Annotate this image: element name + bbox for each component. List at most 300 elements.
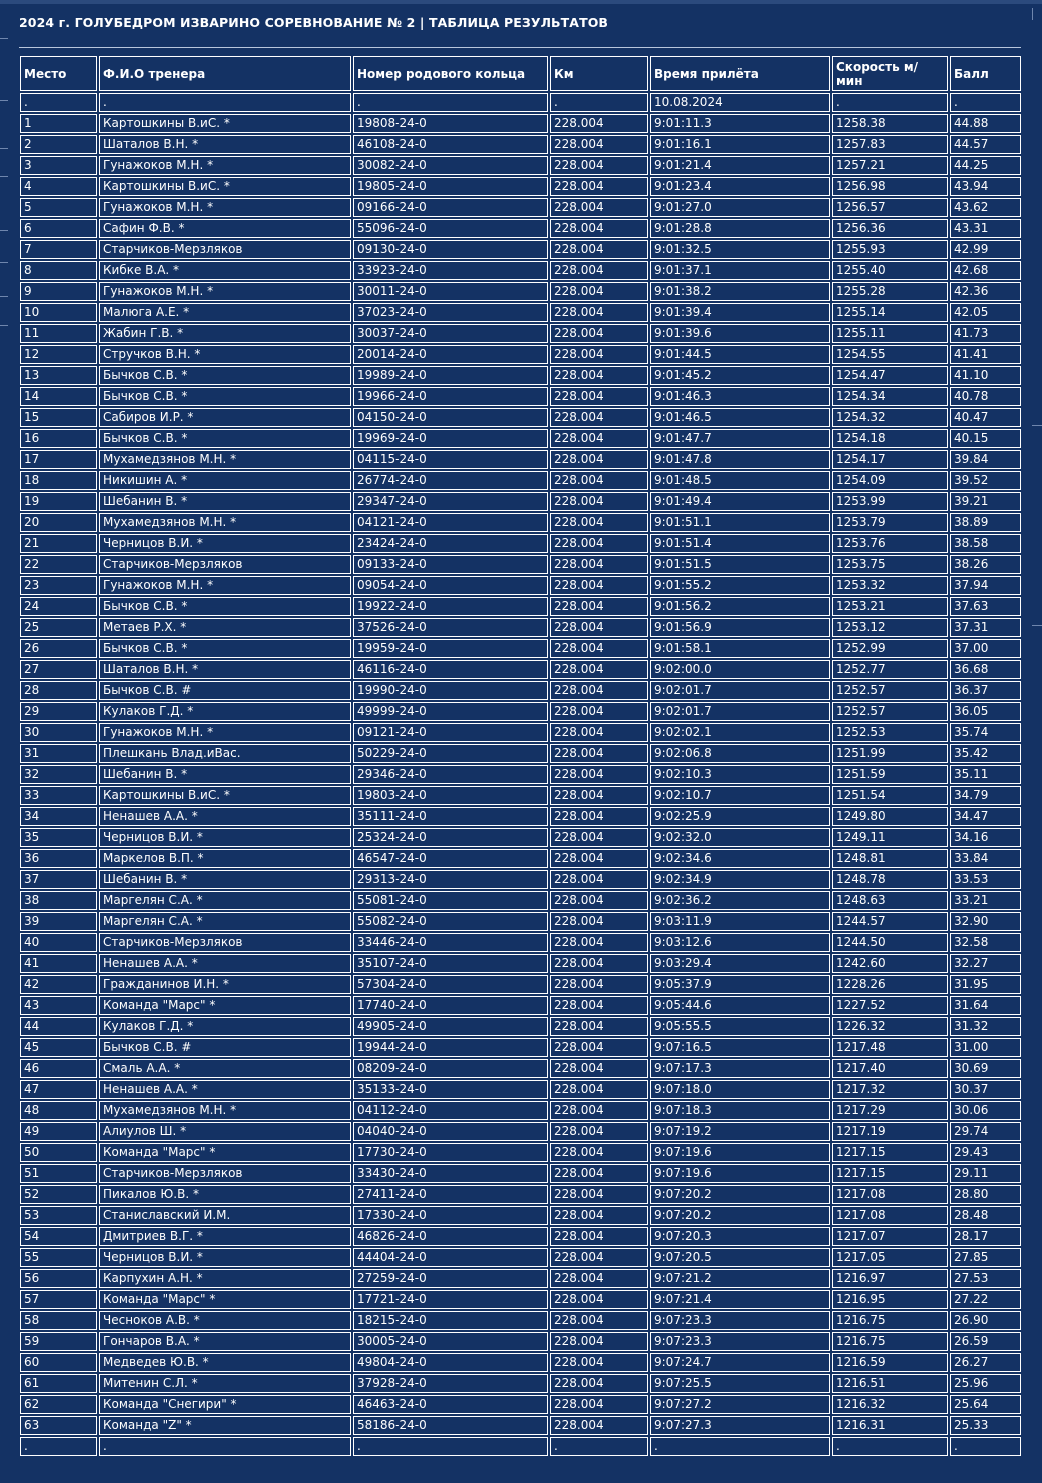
cell-trainer: Ненашев А.А. * xyxy=(99,807,351,826)
cell-ring: 17721-24-0 xyxy=(353,1290,548,1309)
cell-score: 44.88 xyxy=(950,114,1021,133)
cell-km: 228.004 xyxy=(550,366,648,385)
cell-place: 6 xyxy=(20,219,97,238)
cell-place: 41 xyxy=(20,954,97,973)
cell-ring: 19922-24-0 xyxy=(353,597,548,616)
cell-ring: 46463-24-0 xyxy=(353,1395,548,1414)
table-row xyxy=(20,660,1021,679)
cell-km: 228.004 xyxy=(550,1269,648,1288)
cell-ring: 09166-24-0 xyxy=(353,198,548,217)
cell-km: 228.004 xyxy=(550,1227,648,1246)
cell-trainer: Команда "Марс" * xyxy=(99,1290,351,1309)
cell-arrival: 9:02:02.1 xyxy=(650,723,830,742)
table-row xyxy=(20,1353,1021,1372)
table-row xyxy=(20,1143,1021,1162)
cell-score: 43.31 xyxy=(950,219,1021,238)
cell-place: 43 xyxy=(20,996,97,1015)
cell-ring: 37928-24-0 xyxy=(353,1374,548,1393)
cell-ring: 19989-24-0 xyxy=(353,366,548,385)
cell-km: 228.004 xyxy=(550,135,648,154)
cell-ring: 49905-24-0 xyxy=(353,1017,548,1036)
cell-score: 27.22 xyxy=(950,1290,1021,1309)
cell-km: 228.004 xyxy=(550,1353,648,1372)
cell-ring: 04115-24-0 xyxy=(353,450,548,469)
table-row xyxy=(20,177,1021,196)
filler-row xyxy=(20,1437,1021,1456)
cell-km: 228.004 xyxy=(550,849,648,868)
cell-km: 228.004 xyxy=(550,786,648,805)
cell-speed: 1257.21 xyxy=(832,156,948,175)
cell-arrival: 9:07:17.3 xyxy=(650,1059,830,1078)
cell-score: 25.33 xyxy=(950,1416,1021,1435)
cell-speed: 1217.15 xyxy=(832,1164,948,1183)
cell-place: 46 xyxy=(20,1059,97,1078)
cell-score: 31.32 xyxy=(950,1017,1021,1036)
cell-speed: 1255.14 xyxy=(832,303,948,322)
cell-ring: 26774-24-0 xyxy=(353,471,548,490)
table-row xyxy=(20,1185,1021,1204)
cell-trainer: Шаталов В.Н. * xyxy=(99,660,351,679)
cell-score: 42.36 xyxy=(950,282,1021,301)
cell-arrival: 9:01:55.2 xyxy=(650,576,830,595)
cell-arrival: 9:01:56.9 xyxy=(650,618,830,637)
cell-place: 25 xyxy=(20,618,97,637)
cell-arrival: 9:07:19.6 xyxy=(650,1143,830,1162)
table-row xyxy=(20,1227,1021,1246)
cell-trainer: Гунажоков М.Н. * xyxy=(99,723,351,742)
cell-speed: 1253.12 xyxy=(832,618,948,637)
cell-trainer: Кулаков Г.Д. * xyxy=(99,1017,351,1036)
cell-trainer: Ненашев А.А. * xyxy=(99,1080,351,1099)
cell-score: 34.79 xyxy=(950,786,1021,805)
cell-arrival: 9:07:16.5 xyxy=(650,1038,830,1057)
cell-speed: 1216.95 xyxy=(832,1290,948,1309)
cell-km: 228.004 xyxy=(550,996,648,1015)
cell-km: 228.004 xyxy=(550,1059,648,1078)
cell-place: 31 xyxy=(20,744,97,763)
table-row xyxy=(20,471,1021,490)
cell-km: 228.004 xyxy=(550,513,648,532)
table-row xyxy=(20,1374,1021,1393)
cell-km: 228.004 xyxy=(550,576,648,595)
cell-place: 17 xyxy=(20,450,97,469)
cell-score: 38.26 xyxy=(950,555,1021,574)
cell-trainer: Дмитриев В.Г. * xyxy=(99,1227,351,1246)
cell-speed: 1217.08 xyxy=(832,1185,948,1204)
cell-trainer: Гончаров В.А. * xyxy=(99,1332,351,1351)
cell-place: 13 xyxy=(20,366,97,385)
cell-speed: 1254.47 xyxy=(832,366,948,385)
cell-place: 24 xyxy=(20,597,97,616)
cell-trainer: Старчиков-Мерзляков xyxy=(99,1164,351,1183)
table-cell: . xyxy=(353,1437,548,1456)
cell-place: 36 xyxy=(20,849,97,868)
cell-trainer: Маргелян С.А. * xyxy=(99,891,351,910)
cell-ring: 35133-24-0 xyxy=(353,1080,548,1099)
cell-arrival: 9:07:27.3 xyxy=(650,1416,830,1435)
cell-place: 33 xyxy=(20,786,97,805)
table-row xyxy=(20,1332,1021,1351)
cell-speed: 1255.93 xyxy=(832,240,948,259)
cell-score: 28.80 xyxy=(950,1185,1021,1204)
cell-score: 38.89 xyxy=(950,513,1021,532)
cell-score: 43.94 xyxy=(950,177,1021,196)
cell-ring: 19803-24-0 xyxy=(353,786,548,805)
cell-arrival: 9:07:24.7 xyxy=(650,1353,830,1372)
cell-score: 41.10 xyxy=(950,366,1021,385)
cell-trainer: Мухамедзянов М.Н. * xyxy=(99,450,351,469)
cell-trainer: Маркелов В.П. * xyxy=(99,849,351,868)
cell-score: 30.69 xyxy=(950,1059,1021,1078)
cell-ring: 20014-24-0 xyxy=(353,345,548,364)
cell-arrival: 9:01:49.4 xyxy=(650,492,830,511)
cell-place: 29 xyxy=(20,702,97,721)
cell-arrival: 9:02:34.9 xyxy=(650,870,830,889)
cell-speed: 1217.29 xyxy=(832,1101,948,1120)
col-header-arrival: Время прилёта xyxy=(650,56,830,91)
cell-km: 228.004 xyxy=(550,639,648,658)
table-row xyxy=(20,597,1021,616)
cell-place: 12 xyxy=(20,345,97,364)
cell-ring: 46547-24-0 xyxy=(353,849,548,868)
table-row xyxy=(20,1164,1021,1183)
table-row xyxy=(20,912,1021,931)
cell-ring: 18215-24-0 xyxy=(353,1311,548,1330)
cell-place: 63 xyxy=(20,1416,97,1435)
cell-km: 228.004 xyxy=(550,681,648,700)
cell-km: 228.004 xyxy=(550,387,648,406)
cell-arrival: 9:07:19.2 xyxy=(650,1122,830,1141)
cell-speed: 1255.28 xyxy=(832,282,948,301)
cell-speed: 1253.79 xyxy=(832,513,948,532)
cell-trainer: Бычков С.В. * xyxy=(99,597,351,616)
cell-arrival: 9:05:37.9 xyxy=(650,975,830,994)
cell-trainer: Гунажоков М.Н. * xyxy=(99,198,351,217)
cell-score: 35.74 xyxy=(950,723,1021,742)
cell-ring: 33430-24-0 xyxy=(353,1164,548,1183)
cell-speed: 1255.11 xyxy=(832,324,948,343)
cell-ring: 25324-24-0 xyxy=(353,828,548,847)
table-row xyxy=(20,513,1021,532)
cell-ring: 37526-24-0 xyxy=(353,618,548,637)
cell-trainer: Карпухин А.Н. * xyxy=(99,1269,351,1288)
cell-km: 228.004 xyxy=(550,345,648,364)
cell-km: 228.004 xyxy=(550,870,648,889)
cell-score: 26.27 xyxy=(950,1353,1021,1372)
cell-speed: 1244.57 xyxy=(832,912,948,931)
cell-km: 228.004 xyxy=(550,534,648,553)
cell-km: 228.004 xyxy=(550,954,648,973)
cell-place: 40 xyxy=(20,933,97,952)
cell-place: 21 xyxy=(20,534,97,553)
cell-arrival: 9:01:56.2 xyxy=(650,597,830,616)
cell-trainer: Медведев Ю.В. * xyxy=(99,1353,351,1372)
cell-arrival: 9:02:01.7 xyxy=(650,702,830,721)
cell-km: 228.004 xyxy=(550,1143,648,1162)
cell-score: 37.00 xyxy=(950,639,1021,658)
cell-speed: 1253.75 xyxy=(832,555,948,574)
cell-place: 59 xyxy=(20,1332,97,1351)
cell-ring: 55096-24-0 xyxy=(353,219,548,238)
cell-ring: 17330-24-0 xyxy=(353,1206,548,1225)
header-row xyxy=(20,56,1021,91)
cell-ring: 46116-24-0 xyxy=(353,660,548,679)
cell-km: 228.004 xyxy=(550,450,648,469)
cell-trainer: Плешкань Влад.иВас. xyxy=(99,744,351,763)
cell-trainer: Команда "Марс" * xyxy=(99,1143,351,1162)
cell-trainer: Сабиров И.Р. * xyxy=(99,408,351,427)
cell-speed: 1254.18 xyxy=(832,429,948,448)
cell-km: 228.004 xyxy=(550,114,648,133)
cell-arrival: 9:05:55.5 xyxy=(650,1017,830,1036)
cell-score: 39.52 xyxy=(950,471,1021,490)
cell-place: 1 xyxy=(20,114,97,133)
table-row xyxy=(20,345,1021,364)
cell-place: 54 xyxy=(20,1227,97,1246)
cell-score: 32.58 xyxy=(950,933,1021,952)
cell-score: 29.74 xyxy=(950,1122,1021,1141)
cell-score: 26.59 xyxy=(950,1332,1021,1351)
table-row xyxy=(20,744,1021,763)
cell-trainer: Малюга А.Е. * xyxy=(99,303,351,322)
table-row xyxy=(20,1248,1021,1267)
cell-km: 228.004 xyxy=(550,744,648,763)
cell-score: 29.43 xyxy=(950,1143,1021,1162)
table-row xyxy=(20,1017,1021,1036)
cell-score: 36.68 xyxy=(950,660,1021,679)
cell-arrival: 9:01:16.1 xyxy=(650,135,830,154)
table-cell: . xyxy=(950,93,1021,112)
cell-trainer: Шаталов В.Н. * xyxy=(99,135,351,154)
cell-speed: 1217.32 xyxy=(832,1080,948,1099)
cell-score: 42.05 xyxy=(950,303,1021,322)
table-row xyxy=(20,576,1021,595)
cell-speed: 1249.11 xyxy=(832,828,948,847)
top-frame-bar xyxy=(0,0,1042,4)
cell-score: 31.00 xyxy=(950,1038,1021,1057)
table-row xyxy=(20,681,1021,700)
cell-trainer: Картошкины В.иС. * xyxy=(99,114,351,133)
cell-km: 228.004 xyxy=(550,933,648,952)
cell-arrival: 9:01:51.4 xyxy=(650,534,830,553)
cell-place: 57 xyxy=(20,1290,97,1309)
header-divider xyxy=(19,47,1021,48)
cell-score: 42.99 xyxy=(950,240,1021,259)
cell-ring: 08209-24-0 xyxy=(353,1059,548,1078)
cell-trainer: Гунажоков М.Н. * xyxy=(99,576,351,595)
cell-arrival: 9:02:10.7 xyxy=(650,786,830,805)
cell-arrival: 9:03:12.6 xyxy=(650,933,830,952)
cell-place: 49 xyxy=(20,1122,97,1141)
cell-score: 34.16 xyxy=(950,828,1021,847)
cell-speed: 1242.60 xyxy=(832,954,948,973)
cell-trainer: Стручков В.Н. * xyxy=(99,345,351,364)
cell-trainer: Черницов В.И. * xyxy=(99,534,351,553)
cell-ring: 57304-24-0 xyxy=(353,975,548,994)
cell-ring: 55081-24-0 xyxy=(353,891,548,910)
cell-km: 228.004 xyxy=(550,597,648,616)
table-row xyxy=(20,765,1021,784)
table-row xyxy=(20,198,1021,217)
cell-speed: 1216.31 xyxy=(832,1416,948,1435)
cell-arrival: 9:01:46.5 xyxy=(650,408,830,427)
cell-speed: 1217.08 xyxy=(832,1206,948,1225)
cell-trainer: Гунажоков М.Н. * xyxy=(99,282,351,301)
cell-ring: 17740-24-0 xyxy=(353,996,548,1015)
cell-km: 228.004 xyxy=(550,1395,648,1414)
cell-place: 7 xyxy=(20,240,97,259)
cell-score: 30.37 xyxy=(950,1080,1021,1099)
cell-trainer: Бычков С.В. * xyxy=(99,387,351,406)
table-cell: . xyxy=(99,93,351,112)
table-row xyxy=(20,240,1021,259)
cell-arrival: 9:07:18.0 xyxy=(650,1080,830,1099)
cell-km: 228.004 xyxy=(550,1332,648,1351)
cell-place: 15 xyxy=(20,408,97,427)
table-row xyxy=(20,492,1021,511)
cell-trainer: Митенин С.Л. * xyxy=(99,1374,351,1393)
cell-score: 27.53 xyxy=(950,1269,1021,1288)
cell-arrival: 9:02:25.9 xyxy=(650,807,830,826)
cell-score: 39.84 xyxy=(950,450,1021,469)
cell-score: 35.42 xyxy=(950,744,1021,763)
table-row xyxy=(20,786,1021,805)
cell-speed: 1244.50 xyxy=(832,933,948,952)
cell-speed: 1248.63 xyxy=(832,891,948,910)
cell-score: 44.25 xyxy=(950,156,1021,175)
cell-ring: 09133-24-0 xyxy=(353,555,548,574)
table-cell: . xyxy=(99,1437,351,1456)
cell-trainer: Сафин Ф.В. * xyxy=(99,219,351,238)
cell-score: 28.17 xyxy=(950,1227,1021,1246)
cell-arrival: 9:02:36.2 xyxy=(650,891,830,910)
cell-speed: 1217.07 xyxy=(832,1227,948,1246)
table-row xyxy=(20,1038,1021,1057)
cell-arrival: 9:07:20.2 xyxy=(650,1206,830,1225)
cell-place: 3 xyxy=(20,156,97,175)
cell-place: 48 xyxy=(20,1101,97,1120)
table-row xyxy=(20,828,1021,847)
right-frame-edge xyxy=(1032,0,1042,1483)
cell-score: 34.47 xyxy=(950,807,1021,826)
cell-arrival: 9:01:44.5 xyxy=(650,345,830,364)
table-row xyxy=(20,891,1021,910)
table-cell: . xyxy=(832,1437,948,1456)
table-row xyxy=(20,450,1021,469)
cell-ring: 09054-24-0 xyxy=(353,576,548,595)
cell-ring: 50229-24-0 xyxy=(353,744,548,763)
cell-place: 23 xyxy=(20,576,97,595)
cell-arrival: 9:01:51.1 xyxy=(650,513,830,532)
cell-speed: 1254.55 xyxy=(832,345,948,364)
cell-speed: 1216.32 xyxy=(832,1395,948,1414)
cell-score: 35.11 xyxy=(950,765,1021,784)
cell-speed: 1251.99 xyxy=(832,744,948,763)
cell-speed: 1253.21 xyxy=(832,597,948,616)
cell-speed: 1254.17 xyxy=(832,450,948,469)
cell-speed: 1251.54 xyxy=(832,786,948,805)
cell-place: 61 xyxy=(20,1374,97,1393)
cell-trainer: Мухамедзянов М.Н. * xyxy=(99,1101,351,1120)
cell-place: 11 xyxy=(20,324,97,343)
race-date: 10.08.2024 xyxy=(650,93,830,112)
table-row xyxy=(20,1290,1021,1309)
cell-arrival: 9:02:00.0 xyxy=(650,660,830,679)
cell-trainer: Метаев Р.Х. * xyxy=(99,618,351,637)
cell-km: 228.004 xyxy=(550,282,648,301)
table-cell: . xyxy=(950,1437,1021,1456)
cell-trainer: Гунажоков М.Н. * xyxy=(99,156,351,175)
cell-score: 36.37 xyxy=(950,681,1021,700)
cell-km: 228.004 xyxy=(550,1122,648,1141)
left-frame-edge xyxy=(0,0,8,1483)
cell-speed: 1228.26 xyxy=(832,975,948,994)
cell-km: 228.004 xyxy=(550,219,648,238)
col-header-place: Место xyxy=(20,56,97,91)
cell-km: 228.004 xyxy=(550,1017,648,1036)
cell-km: 228.004 xyxy=(550,702,648,721)
cell-trainer: Шебанин В. * xyxy=(99,492,351,511)
cell-arrival: 9:01:38.2 xyxy=(650,282,830,301)
cell-ring: 29313-24-0 xyxy=(353,870,548,889)
cell-score: 40.47 xyxy=(950,408,1021,427)
cell-ring: 33923-24-0 xyxy=(353,261,548,280)
cell-speed: 1251.59 xyxy=(832,765,948,784)
cell-km: 228.004 xyxy=(550,1311,648,1330)
cell-trainer: Маргелян С.А. * xyxy=(99,912,351,931)
cell-arrival: 9:01:45.2 xyxy=(650,366,830,385)
cell-km: 228.004 xyxy=(550,660,648,679)
table-row xyxy=(20,1311,1021,1330)
table-cell: . xyxy=(550,1437,648,1456)
cell-arrival: 9:02:34.6 xyxy=(650,849,830,868)
cell-ring: 35111-24-0 xyxy=(353,807,548,826)
cell-km: 228.004 xyxy=(550,261,648,280)
cell-km: 228.004 xyxy=(550,891,648,910)
cell-place: 16 xyxy=(20,429,97,448)
cell-km: 228.004 xyxy=(550,1206,648,1225)
cell-score: 25.96 xyxy=(950,1374,1021,1393)
table-row xyxy=(20,723,1021,742)
cell-place: 62 xyxy=(20,1395,97,1414)
cell-speed: 1216.51 xyxy=(832,1374,948,1393)
cell-ring: 46108-24-0 xyxy=(353,135,548,154)
cell-place: 35 xyxy=(20,828,97,847)
cell-km: 228.004 xyxy=(550,1080,648,1099)
cell-speed: 1253.76 xyxy=(832,534,948,553)
table-row xyxy=(20,429,1021,448)
cell-trainer: Черницов В.И. * xyxy=(99,1248,351,1267)
cell-trainer: Картошкины В.иС. * xyxy=(99,786,351,805)
cell-trainer: Станиславский И.М. xyxy=(99,1206,351,1225)
cell-km: 228.004 xyxy=(550,198,648,217)
cell-speed: 1226.32 xyxy=(832,1017,948,1036)
cell-ring: 09121-24-0 xyxy=(353,723,548,742)
col-header-ring: Номер родового кольца xyxy=(353,56,548,91)
cell-trainer: Бычков С.В. * xyxy=(99,429,351,448)
table-cell: . xyxy=(650,1437,830,1456)
cell-place: 60 xyxy=(20,1353,97,1372)
cell-ring: 19966-24-0 xyxy=(353,387,548,406)
cell-km: 228.004 xyxy=(550,1248,648,1267)
cell-arrival: 9:01:47.8 xyxy=(650,450,830,469)
cell-trainer: Команда "Марс" * xyxy=(99,996,351,1015)
table-row xyxy=(20,702,1021,721)
cell-km: 228.004 xyxy=(550,765,648,784)
cell-arrival: 9:07:19.6 xyxy=(650,1164,830,1183)
cell-trainer: Смаль А.А. * xyxy=(99,1059,351,1078)
cell-trainer: Кибке В.А. * xyxy=(99,261,351,280)
